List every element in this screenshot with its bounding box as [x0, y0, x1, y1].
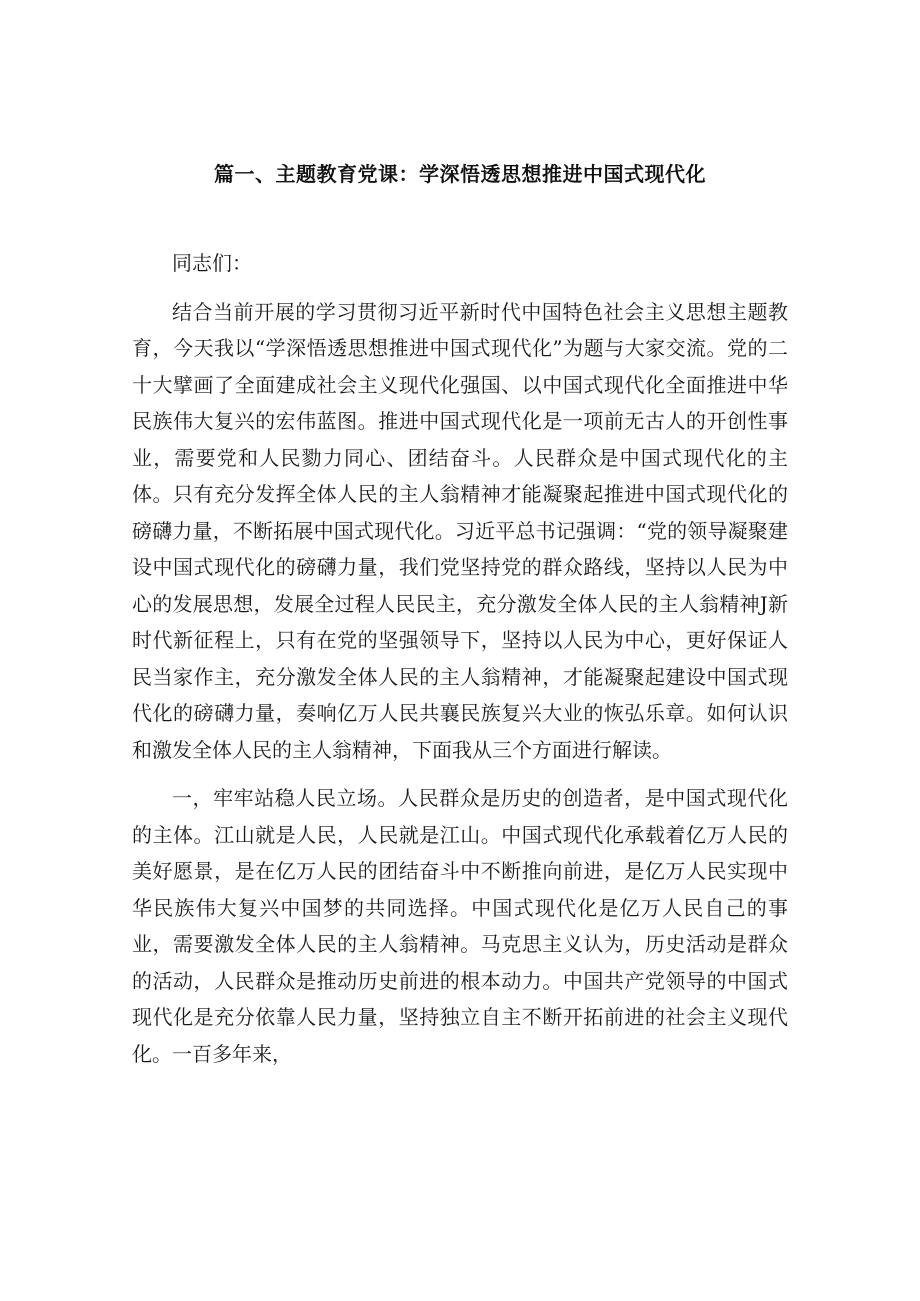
- salutation: 同志们：: [172, 251, 252, 275]
- paragraph-1: 结合当前开展的学习贯彻习近平新时代中国特色社会主义思想主题教育，今天我以“学深悟透思想推进中国式现代化”为题与大家交流。党的二十大擘画了全面建成社会主义现代化强国、以中国式现代化全面推进中华民族伟大复兴的宏伟蓝图。推进中国式现代化是一项前无古人的开创性事业，需要党和人民勠力同心、团结奋斗。人民群众是中国式现代化的主体。只有充分发挥全体人民的主人翁精神才能凝聚起推进中国式现代化的磅礴力量，不断拓展中国式现代化。习近平总书记强调：“党的领导凝聚建设中国式现代化的磅礴力量，我们党坚持党的群众路线，坚持以人民为中心的发展思想，发展全过程人民民主，充分激发全体人民的主人翁精神J新时代新征程上，只有在党的坚强领导下，坚持以人民为中心，更好保证人民当家作主，充分激发全体人民的主人翁精神，才能凝聚起建设中国式现代化的磅礴力量，奏响亿万人民共襄民族复兴大业的恢弘乐章。如何认识和激发全体人民的主人翁精神，下面我从三个方面进行解读。: [132, 299, 788, 762]
- paragraph-2: 一，牢牢站稳人民立场。人民群众是历史的创造者，是中国式现代化的主体。江山就是人民，人民就是江山。中国式现代化承载着亿万人民的美好愿景，是在亿万人民的团结奋斗中不断推向前进，是亿万人民实现中华民族伟大复兴中国梦的共同选择。中国式现代化是亿万人民自己的事业，需要激发全体人民的主人翁精神。马克思主义认为，历史活动是群众的活动，人民群众是推动历史前进的根本动力。中国共产党领导的中国式现代化是充分依靠人民力量，坚持独立自主不断开拓前进的社会主义现代化。一百多年来，: [132, 786, 788, 1066]
- document-body: [132, 245, 788, 1072]
- document-title: 篇一、主题教育党课：学深悟透思想推进中国式现代化: [214, 162, 706, 186]
